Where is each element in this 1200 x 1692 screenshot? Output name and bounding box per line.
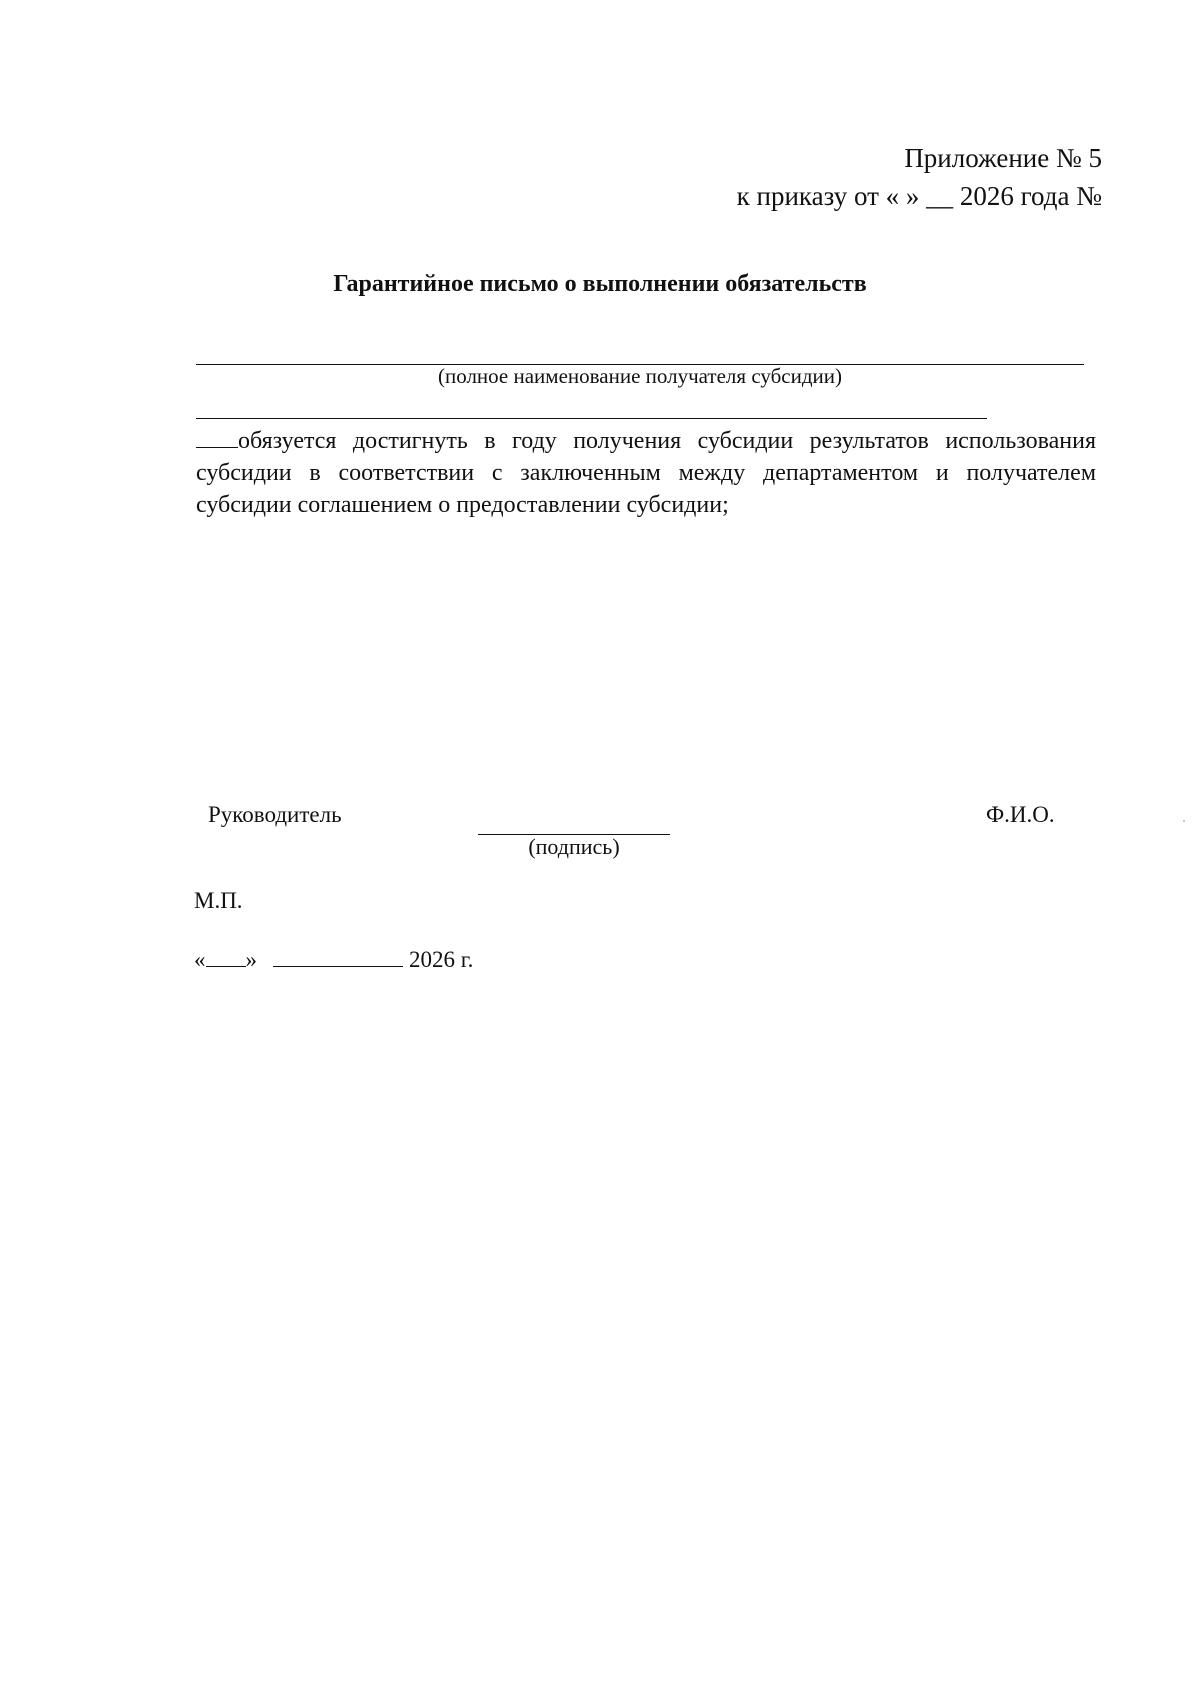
stamp-place: М.П. xyxy=(194,888,243,913)
recipient-name-line-2 xyxy=(196,418,987,419)
appendix-number: Приложение № 5 xyxy=(904,143,1102,173)
signer-title: Руководитель xyxy=(208,802,342,827)
year-blank xyxy=(196,425,238,448)
signature-caption: (подпись) xyxy=(528,834,620,859)
name-placeholder: Ф.И.О. xyxy=(986,802,1055,827)
date-day-blank xyxy=(206,946,246,967)
document-title: Гарантийное письмо о выполнении обязательств xyxy=(333,271,867,297)
date-close-quote: » xyxy=(245,947,257,972)
date-row xyxy=(194,946,473,973)
date-month-blank xyxy=(273,946,403,967)
obligation-paragraph xyxy=(196,425,1096,521)
date-open-quote: « xyxy=(194,947,206,972)
obligation-text: обязуется достигнуть в году получения субсидии результатов использования субсидии в соответствии с заключенным между департаментом и получателем субсидии соглашением о предоставлении субсидии; xyxy=(196,428,1096,518)
scan-artifact xyxy=(1183,820,1185,822)
recipient-name-caption: (полное наименование получателя субсидии) xyxy=(438,364,842,388)
order-reference: к приказу от « » __ 2026 года № xyxy=(736,181,1102,211)
date-year: 2026 г. xyxy=(409,947,474,972)
